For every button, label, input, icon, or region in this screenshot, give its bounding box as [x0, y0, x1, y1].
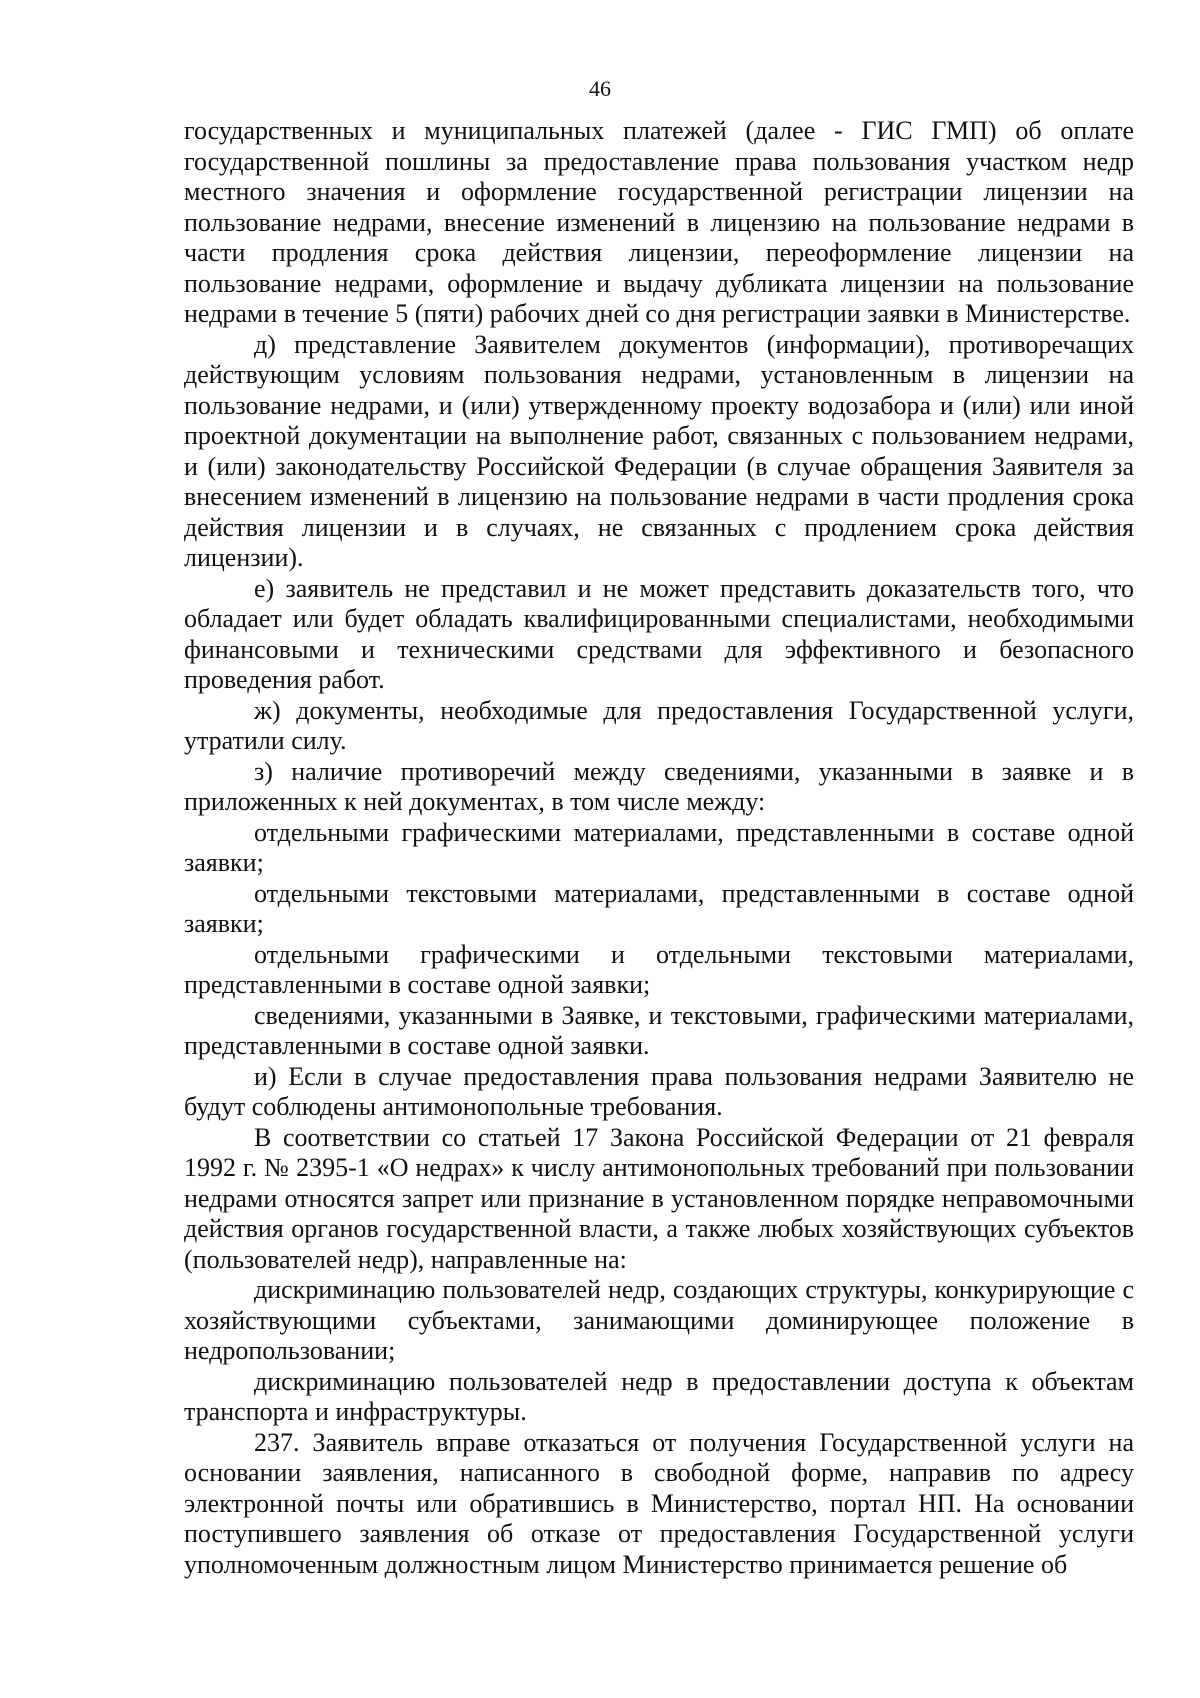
paragraph-item-z: з) наличие противоречий между сведениями, указанными в заявке и в приложенных к ней документах, в том числе между: — [184, 756, 1134, 816]
paragraph-item-d: д) представление Заявителем документов (информации), противоречащих действующим условиям пользования недрами, установленным в лицензии на пользование недрами, и (или) утвержденному проекту водозабора и (или) или иной проектной документации на выполнение работ, связанных с пользованием недрами, и (или) законодательству Российской Федерации (в случае обращения Заявителя за внесением изменений в лицензию на пользование недрами в части продления срока действия лицензии и в случаях, не связанных с продлением срока действия лицензии). — [184, 329, 1134, 572]
paragraph-antimonopoly-requirements: В соответствии со статьей 17 Закона Российской Федерации от 21 февраля 1992 г. № 2395-1 «О недрах» к числу антимонопольных требований при пользовании недрами относятся запрет или признание в установленном порядке неправомочными действия органов государственной власти, а также любых хозяйствующих субъектов (пользователей недр), направленные на: — [184, 1122, 1134, 1274]
paragraph-application-data: сведениями, указанными в Заявке, и текстовыми, графическими материалами, представленными в составе одной заявки. — [184, 1000, 1134, 1060]
paragraph-text-materials: отдельными текстовыми материалами, представленными в составе одной заявки; — [184, 878, 1134, 938]
paragraph-item-i: и) Если в случае предоставления права пользования недрами Заявителю не будут соблюдены антимонопольные требования. — [184, 1061, 1134, 1121]
paragraph-graphic-and-text-materials: отдельными графическими и отдельными текстовыми материалами, представленными в составе одной заявки; — [184, 939, 1134, 999]
document-body — [184, 116, 1134, 1580]
paragraph-gis-gmp-continuation: государственных и муниципальных платежей (далее - ГИС ГМП) об оплате государственной пошлины за предоставление права пользования участком недр местного значения и оформление государственной регистрации лицензии на пользование недрами, внесение изменений в лицензию на пользование недрами в части продления срока действия лицензии, переоформление лицензии на пользование недрами, оформление и выдачу дубликата лицензии на пользование недрами в течение 5 (пяти) рабочих дней со дня регистрации заявки в Министерстве. — [184, 116, 1134, 328]
paragraph-discrimination-structures: дискриминацию пользователей недр, создающих структуры, конкурирующие с хозяйствующими субъектами, занимающими доминирующее положение в недропользовании; — [184, 1275, 1134, 1365]
paragraph-item-e: е) заявитель не представил и не может представить доказательств того, что обладает или будет обладать квалифицированными специалистами, необходимыми финансовыми и техническими средствами для эффективного и безопасного проведения работ. — [184, 573, 1134, 694]
paragraph-237: 237. Заявитель вправе отказаться от получения Государственной услуги на основании заявления, написанного в свободной форме, направив по адресу электронной почты или обратившись в Министерство, портал НП. На основании поступившего заявления об отказе от предоставления Государственной услуги уполномоченным должностным лицом Министерство принимается решение об — [184, 1427, 1134, 1579]
paragraph-graphic-materials: отдельными графическими материалами, представленными в составе одной заявки; — [184, 817, 1134, 877]
paragraph-discrimination-access: дискриминацию пользователей недр в предоставлении доступа к объектам транспорта и инфраструктуры. — [184, 1366, 1134, 1426]
page-number: 46 — [589, 76, 611, 101]
paragraph-item-zh: ж) документы, необходимые для предоставления Государственной услуги, утратили силу. — [184, 695, 1134, 755]
